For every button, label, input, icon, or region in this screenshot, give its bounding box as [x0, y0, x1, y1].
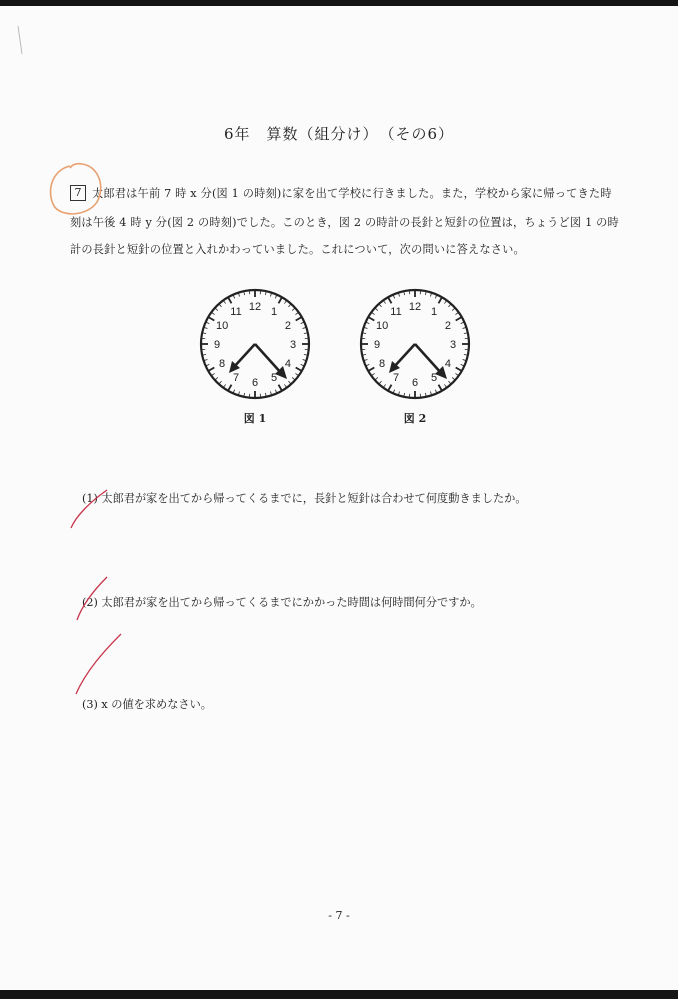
clock-number: 10	[215, 320, 229, 332]
clock-number: 9	[213, 339, 221, 351]
sub-question-2: (2) 太郎君が家を出てから帰ってくるまでにかかった時間は何時間何分ですか。	[82, 596, 482, 609]
sub-question-1: (1) 太郎君が家を出てから帰ってくるまでに，長針と短針は合わせて何度動きましたか。	[82, 492, 527, 505]
clock-number: 10	[375, 320, 389, 332]
clock-number: 8	[219, 358, 226, 370]
clock-number: 7	[392, 371, 400, 384]
clock-number: 8	[379, 358, 386, 370]
bottom-frame-bar	[0, 990, 678, 999]
clock-number: 3	[289, 339, 297, 351]
margin-pencil-mark	[18, 26, 22, 54]
clock-number: 4	[284, 358, 291, 370]
clock-number: 12	[408, 301, 422, 313]
clock-number: 9	[373, 339, 381, 351]
page-title: 6年 算数（組分け） （その6）	[223, 125, 455, 143]
clock-number: 5	[430, 371, 438, 384]
clock-number: 2	[444, 320, 451, 332]
pen-marks	[0, 6, 678, 990]
orange-circle-mark	[51, 164, 101, 214]
clock-number: 2	[284, 320, 291, 332]
figure-1-label: 図 1	[243, 412, 267, 425]
clock-number: 11	[230, 306, 242, 319]
clock-number: 3	[449, 339, 457, 351]
clock-number: 4	[444, 358, 451, 370]
problem-line-2: 刻は午後 4 時 y 分(図 2 の時刻)でした。このとき，図 2 の時計の長針と短針の位置は，ちょうど図 1 の時	[70, 216, 619, 229]
clock-number: 7	[232, 371, 240, 384]
page-number: - 7 -	[328, 909, 350, 922]
clock-number: 6	[251, 377, 259, 389]
clock-number: 6	[411, 377, 419, 389]
clock-number: 1	[430, 306, 438, 319]
red-check-mark-3	[76, 634, 121, 694]
clock-number: 12	[248, 301, 262, 313]
clock-number: 1	[270, 306, 278, 319]
problem-line-3: 計の長針と短針の位置と入れかわっていました。これについて，次の問いに答えなさい。	[70, 243, 525, 256]
clock-number: 11	[390, 306, 402, 319]
red-check-mark-1	[71, 490, 107, 528]
red-check-mark-2	[77, 577, 107, 620]
sub-question-3: (3) x の値を求めなさい。	[82, 698, 212, 711]
clock-number: 5	[270, 371, 278, 384]
figure-2-label: 図 2	[403, 412, 427, 425]
problem-line-1: 太郎君は午前 7 時 x 分(図 1 の時刻)に家を出て学校に行きました。また，学校から家に帰ってきた時	[92, 187, 612, 200]
worksheet-page	[0, 6, 678, 990]
question-number-box: 7	[70, 185, 86, 201]
